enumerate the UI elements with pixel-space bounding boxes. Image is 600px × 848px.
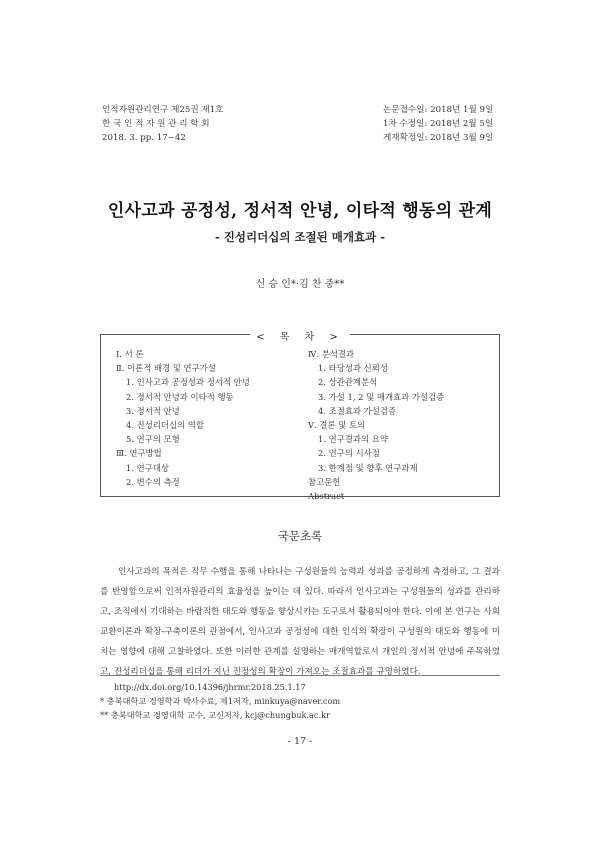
toc-item: 4. 조절효과 가설검증	[318, 405, 397, 416]
authors: 신 승 인*·김 찬 중**	[255, 279, 345, 290]
journal-header-left	[102, 103, 224, 145]
toc-item: 2. 상관관계분석	[318, 377, 378, 388]
toc-item: 2. 연구의 시사점	[318, 448, 380, 459]
toc-item: Ⅴ. 결론 및 토의	[308, 420, 366, 431]
society-name: 한 국 인 적 자 원 관 리 학 회	[102, 119, 210, 129]
toc-item: 4. 진성리더십의 역할	[126, 420, 205, 431]
toc-item: 3. 가설 1, 2 및 매개효과 가설검증	[318, 391, 445, 402]
toc-item: Abstract	[308, 491, 345, 502]
toc-item: 5. 연구의 모형	[126, 434, 180, 445]
paper-title: 인사고과 공정성, 정서적 안녕, 이타적 행동의 관계	[107, 201, 493, 221]
toc-item: 1. 타당성과 신뢰성	[318, 363, 388, 374]
toc-item: Ⅱ. 이론적 배경 및 연구가설	[116, 363, 216, 374]
paper-subtitle: - 진성리더십의 조절된 매개효과 -	[215, 230, 385, 244]
journal-header-right	[383, 103, 493, 145]
revised-date: 1차 수정일: 2018년 2월 5일	[383, 119, 494, 129]
toc-item: 1. 인사고과 공정성과 정서적 안녕	[126, 377, 250, 388]
accepted-date: 게재확정일: 2018년 3월 9일	[383, 133, 494, 143]
toc-item: 3. 한계점 및 향후 연구과제	[318, 462, 418, 473]
doi-link[interactable]: http://dx.doi.org/10.14396/jhrmr.2018.25.1.17	[114, 682, 306, 692]
toc-heading: < 목 차 >	[0, 325, 600, 344]
footnote-author2: ** 충북대학교 경영대학 교수, 교신저자, kcj@chungbuk.ac.kr	[100, 710, 330, 720]
toc-right-column	[308, 347, 444, 503]
toc-item: 1. 연구결과의 요약	[318, 434, 388, 445]
page-number: - 17 -	[287, 736, 313, 747]
toc-item: 2. 정서적 안녕과 이타적 행동	[126, 391, 234, 402]
toc-item: 참고문헌	[308, 476, 341, 487]
issue-pages: 2018. 3. pp. 17~42	[102, 133, 186, 143]
toc-item: Ⅲ. 연구방법	[116, 448, 162, 459]
journal-name: 인적자원관리연구 제25권 제1호	[102, 105, 224, 115]
footnote-author1: * 충북대학교 경영학과 박사수료, 제1저자, minkuya@naver.com	[100, 696, 341, 706]
abstract-paragraph: 인사고과의 목적은 직무 수행을 통해 나타나는 구성원들의 능력과 성과를 공정하게 측정하고, 그 결과를 반영함으로써 인적자원관리의 효율성을 높이는 데 있다. 따라서 인사고과는 구성원들의 성과를 관리하고, 조직에서 기대하는 바람직한 태도와 행동을 향상시키는 도구로서 활용되어야 한다. 이에 본 연구는 사회교환이론과 확장-구축이론의 관점에서, 인사고과 공정성에 대한 인식의 확장이 구성원의 태도와 행동에 미치는 영향에 대해 고찰하였다. 또한 이러한 관계를 설명하는 매개역할로서 개인의 정서적 안녕에 주목하였고, 진성리더십을 통해 리더가 지닌 진정성의 확장이 가져오는 조절효과를 규명하였다.	[100, 567, 500, 677]
toc-item: 3. 정서적 안녕	[126, 405, 180, 416]
toc-item: 1. 연구대상	[126, 462, 170, 473]
footnotes	[100, 675, 500, 722]
toc-left-column	[116, 347, 250, 489]
toc-item: Ⅳ. 분석결과	[308, 349, 355, 359]
toc-item: 2. 변수의 측정	[126, 476, 180, 487]
received-date: 논문접수일: 2018년 1월 9일	[383, 105, 494, 115]
toc-item: Ⅰ. 서 론	[116, 349, 144, 359]
abstract-body	[100, 562, 500, 682]
abstract-heading: 국문초록	[277, 529, 323, 543]
